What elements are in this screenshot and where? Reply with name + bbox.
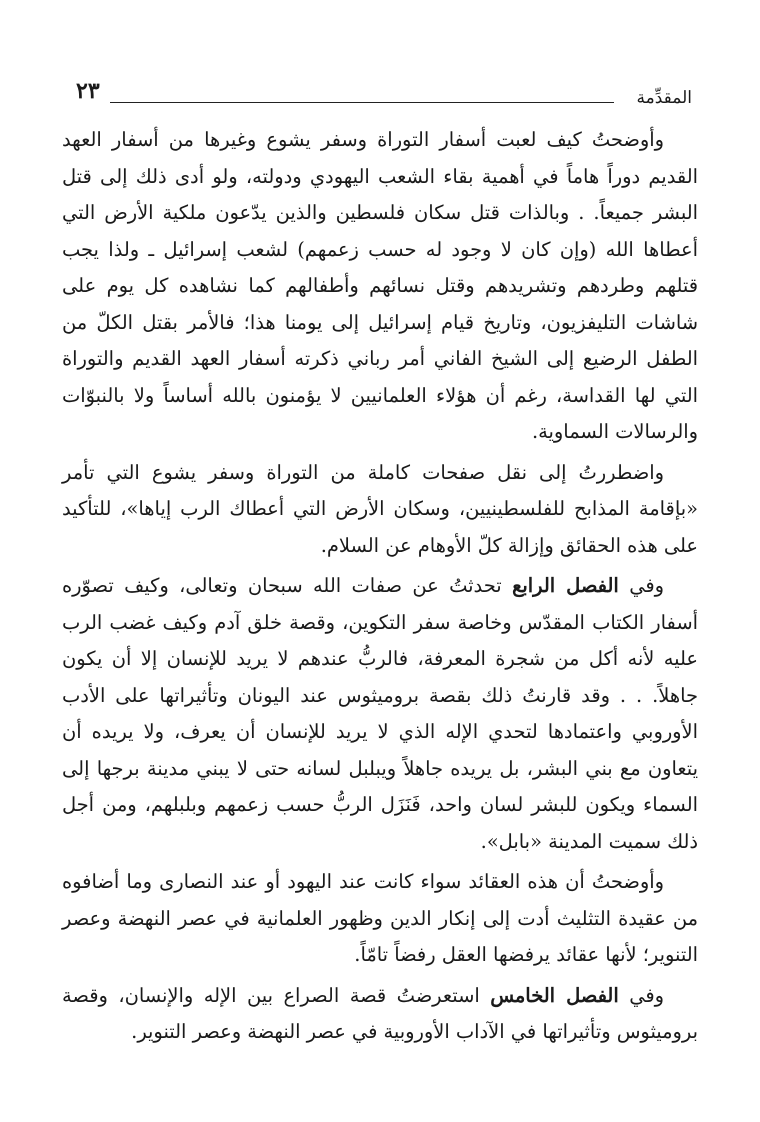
page-header [72, 78, 692, 108]
paragraph-3-prefix: وفي [629, 574, 664, 597]
body-text [62, 122, 698, 1055]
paragraph-2: واضطررتُ إلى نقل صفحات كاملة من التوراة وسفر يشوع التي تأمر «بإقامة المذابح للفلسطينيين، وسكان الأرض التي أعطاك الرب إياها»، للتأكيد على هذه الحقائق وإزالة كلّ الأوهام عن السلام. [62, 460, 698, 557]
paragraph-5 [62, 978, 698, 1051]
running-title: المقدِّمة [636, 88, 692, 108]
paragraph-3-text: تحدثتُ عن صفات الله سبحان وتعالى، وكيف تصوّره أسفار الكتاب المقدّس وخاصة سفر التكوين، وقصة خلق آدم وكيف غضب الرب عليه لأنه أكل من شجرة المعرفة، فالربُّ عندهم لا يريد للإنسان إلا أن يكون جاهلاً. . . وقد قارنتُ ذلك بقصة بروميثوس عند اليونان وتأثيراتها على الأدب الأوروبي واعتمادها لتحدي الإله الذي لا يريد للإنسان أن يعرف، ولا يريده أن يتعاون مع بني البشر، بل يريده جاهلاً ويبلبل لسانه حتى لا يبني مدينة برجها إلى السماء ويكون للبشر لسان واحد، فَنَزَل الربُّ حسب زعمهم وبلبلهم، ومن أجل ذلك سميت المدينة «بابل». [62, 574, 698, 853]
header-rule [110, 102, 614, 103]
paragraph-5-prefix: وفي [629, 983, 664, 1007]
paragraph-3 [62, 568, 698, 860]
paragraph-5-text: استعرضتُ قصة الصراع بين الإله والإنسان، وقصة بروميثوس وتأثيراتها في الآداب الأوروبية في عصر النهضة وعصر التنوير. [62, 983, 698, 1043]
paragraph-1: وأوضحتُ كيف لعبت أسفار التوراة وسفر يشوع وغيرها من أسفار العهد القديم دوراً هاماً في أهمية بقاء الشعب اليهودي ودولته، ولو أدى ذلك إلى قتل البشر جميعاً. . وبالذات قتل سكان فلسطين والذين يدّعون ملكية الأرض التي أعطاها الله (وإن كان لا وجود له حسب زعمهم) لشعب إسرائيل ـ ولذا يجب قتلهم وطردهم وتشريدهم وقتل نسائهم وأطفالهم كما نشاهده كل يوم على شاشات التليفزيون، وتاريخ قيام إسرائيل إلى يومنا هذا؛ فالأمر بقتل الكلّ من الطفل الرضيع إلى الشيخ الفاني أمر رباني ذكرته أسفار العهد القديم والتوراة التي لها القداسة، رغم أن هؤلاء العلمانيين لا يؤمنون بالله أساساً ولا بالنبوّات والرسالات السماوية. [62, 128, 698, 443]
chapter-five-heading: الفصل الخامس [490, 983, 619, 1007]
page-number: ٢٣ [76, 78, 100, 104]
chapter-four-heading: الفصل الرابع [512, 574, 619, 597]
paragraph-4: وأوضحتُ أن هذه العقائد سواء كانت عند اليهود أو عند النصارى وما أضافوه من عقيدة التثليث أدت إلى إنكار الدين وظهور العلمانية في عصر النهضة وعصر التنوير؛ لأنها عقائد يرفضها العقل رفضاً تامّاً. [62, 870, 698, 966]
